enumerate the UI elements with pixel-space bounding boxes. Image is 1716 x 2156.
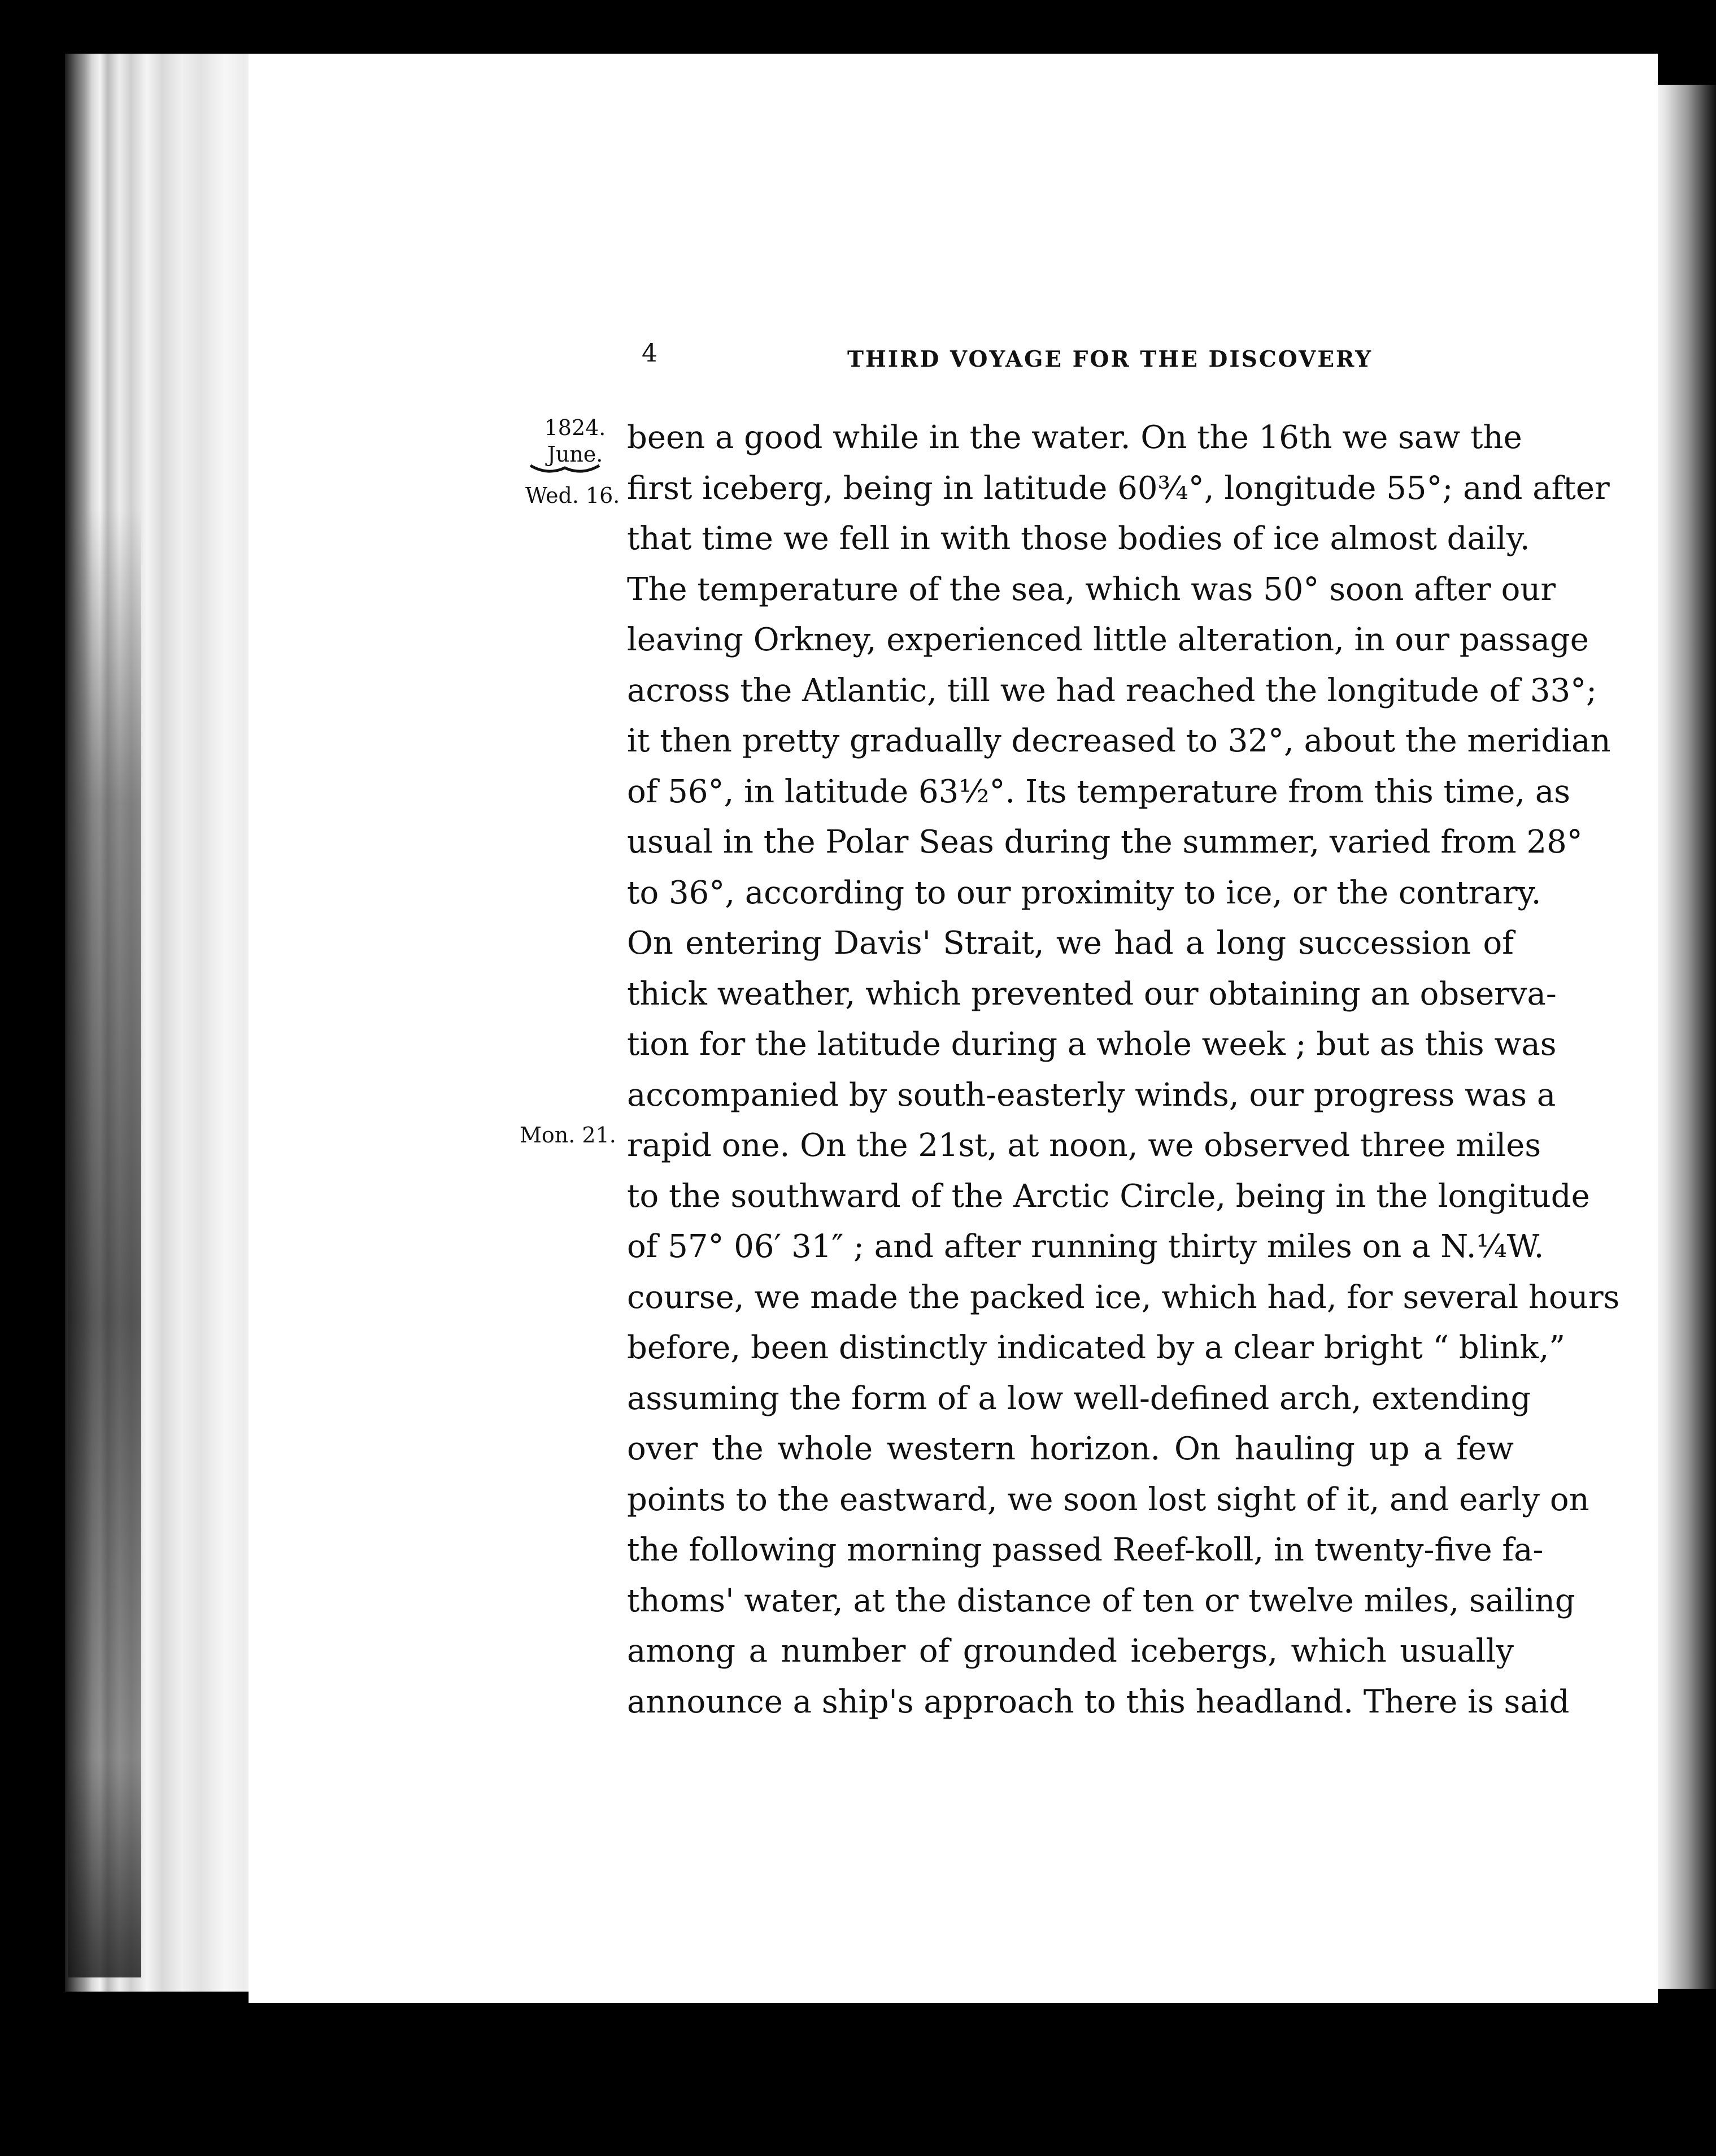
- text-line: rapid one. On the 21st, at noon, we observed three miles: [627, 1127, 1541, 1164]
- body-text: [627, 412, 1620, 1727]
- text-line: thoms' water, at the distance of ten or twelve miles, sailing: [627, 1582, 1575, 1619]
- text-line: among a number of grounded icebergs, which usually: [627, 1633, 1514, 1670]
- text-line: to 36°, according to our proximity to ice, or the contrary.: [627, 874, 1541, 911]
- margin-month: June.: [547, 442, 603, 467]
- text-line: of 56°, in latitude 63½°. Its temperature from this time, as: [627, 773, 1570, 810]
- running-head: THIRD VOYAGE FOR THE DISCOVERY: [847, 346, 1373, 372]
- text-line: before, been distinctly indicated by a clear bright “ blink,”: [627, 1329, 1566, 1366]
- margin-year: 1824.: [544, 415, 606, 440]
- text-line: across the Atlantic, till we had reached the longitude of 33°;: [627, 672, 1597, 709]
- text-line: assuming the form of a low well-defined arch, extending: [627, 1380, 1531, 1417]
- right-margin-shadow: [1652, 85, 1716, 1989]
- text-line: the following morning passed Reef-koll, in twenty-five fa-: [627, 1532, 1544, 1568]
- text-line: The temperature of the sea, which was 50° soon after our: [627, 571, 1556, 608]
- margin-brace-ornament: [528, 462, 602, 477]
- margin-date-wed: Wed. 16.: [525, 483, 620, 508]
- text-line: accompanied by south-easterly winds, our progress was a: [627, 1076, 1556, 1114]
- text-line: to the southward of the Arctic Circle, being in the longitude: [627, 1177, 1590, 1215]
- text-line: over the whole western horizon. On hauling up a few: [627, 1431, 1514, 1467]
- text-line: first iceberg, being in latitude 60¾°, longitude 55°; and after: [627, 470, 1610, 507]
- text-line: usual in the Polar Seas during the summer, varied from 28°: [627, 824, 1583, 860]
- text-line: leaving Orkney, experienced little alteration, in our passage: [627, 621, 1589, 658]
- text-line: it then pretty gradually decreased to 32°, about the meridian: [627, 723, 1611, 759]
- text-line: points to the eastward, we soon lost sight of it, and early on: [627, 1481, 1589, 1518]
- text-line: course, we made the packed ice, which had, for several hours: [627, 1279, 1620, 1316]
- text-line: tion for the latitude during a whole week ; but as this was: [627, 1026, 1557, 1063]
- text-line: announce a ship's approach to this headland. There is said: [627, 1683, 1570, 1720]
- margin-date-mon: Mon. 21.: [520, 1123, 616, 1147]
- page-number: 4: [642, 339, 657, 368]
- text-line: On entering Davis' Strait, we had a long succession of: [627, 925, 1514, 962]
- text-line: been a good while in the water. On the 16th we saw the: [627, 419, 1522, 456]
- text-line: that time we fell in with those bodies of ice almost daily.: [627, 520, 1530, 557]
- text-line: of 57° 06′ 31″ ; and after running thirty miles on a N.¼W.: [627, 1228, 1544, 1265]
- text-line: thick weather, which prevented our obtaining an observa-: [627, 975, 1557, 1012]
- page-edge-stain: [68, 508, 141, 1977]
